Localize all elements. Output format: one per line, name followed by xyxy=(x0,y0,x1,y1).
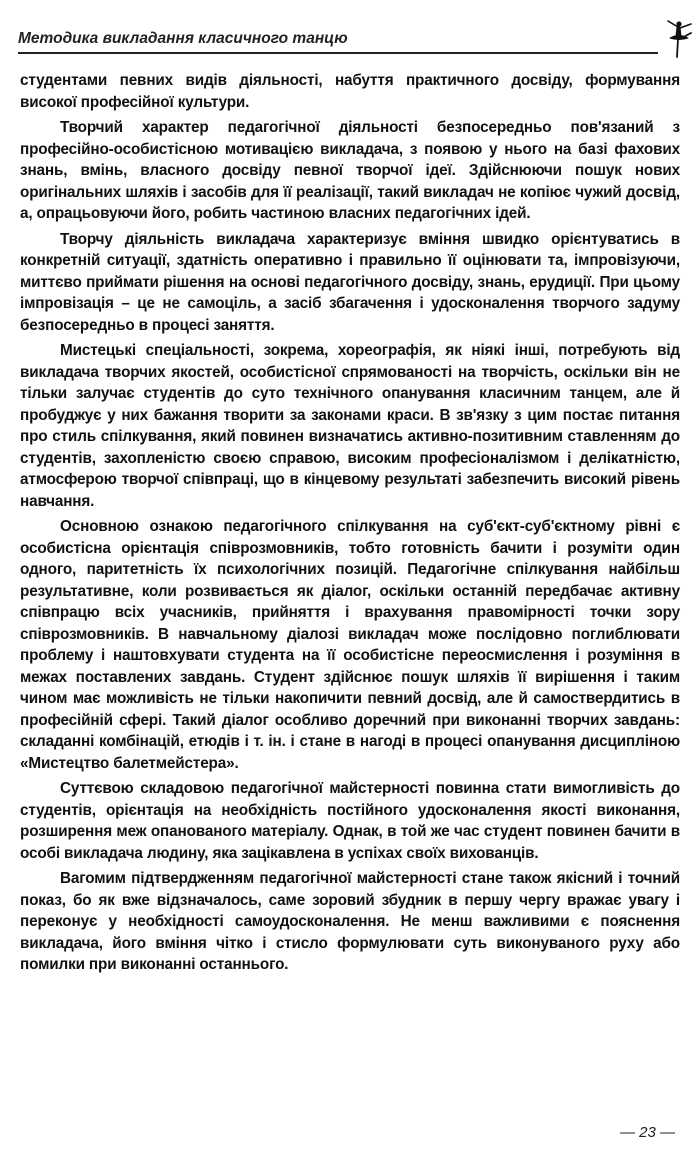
paragraph: студентами певних видів діяльності, набуття практичного досвіду, формування високої професійної культури. xyxy=(20,72,680,111)
paragraph: Вагомим підтвердженням педагогічної майстерності стане також якісний і точний показ, бо як вже відзначалось, саме зоровий збудник в першу чергу вражає увагу і переконує у необхідності самоудосконалення. Не менш важливими є пояснення викладача, його вміння чітко і стисло формулювати суть виконуваного руху або помилки при виконанні останнього. xyxy=(20,870,680,973)
header-rule xyxy=(18,52,658,54)
running-header xyxy=(18,22,680,56)
page-body xyxy=(20,70,680,980)
paragraph: Творчу діяльність викладача характеризує вміння швидко орієнтуватись в конкретній ситуації, здатність оперативно і правильно її оцінювати та, імпровізуючи, миттєво приймати рішення на основі педагогічного досвіду, знань, ерудиції. При цьому імпровізація – це не самоціль, а засіб збагачення і удосконалення творчого задуму безпосередньо в процесі заняття. xyxy=(20,230,680,334)
header-title: Методика викладання класичного танцю xyxy=(18,30,348,47)
paragraph: Суттєвою складовою педагогічної майстерності повинна стати вимогливість до студентів, орієнтація на необхідність постійного удосконалення якості виконання, розширення меж опанованого матеріалу. Однак, в той же час студент повинен бачити в особі викладача людину, яка зацікавлена в успіхах своїх вихованців. xyxy=(20,780,680,862)
paragraph: Мистецькі спеціальності, зокрема, хореографія, як ніякі інші, потребують від викладача творчих якостей, особистісної спрямованості на творчість, оскільки він не тільки залучає студентів до суто технічного опанування класичним танцем, але й пробуджує у них бажання творити за законами краси. В зв'язку з цим постає питання про стиль спілкування, який повинен визначатись активно-позитивним ставленням до студентів, захопленістю своєю справою, високим професіоналізмом і делікатністю, атмосферою творчої співпраці, що в кінцевому результаті забезпечить високий рівень навчання. xyxy=(20,342,680,510)
paragraph: Творчий характер педагогічної діяльності безпосередньо пов'язаний з професійно-особистісною мотивацією викладача, з появою у нього на базі фахових знань, вмінь, власного досвіду певної творчої ідеї. Здійснюючи пошук нових оригінальних шляхів і засобів для її реалізації, такий викладач не копіює чужий досвід, а, опрацьовуючи його, робить частиною власних педагогічних ідей. xyxy=(20,119,680,222)
paragraph: Основною ознакою педагогічного спілкування на суб'єкт-суб'єктному рівні є особистісна орієнтація співрозмовників, тобто готовність бачити і розуміти один одного, паритетність їх психологічних позицій. Педагогічне спілкування найбільш результативне, коли розвивається як діалог, оскільки останній передбачає активну співпрацю всіх учасників, прийняття і врахування правомірності точки зору співрозмовників. В навчальному діалозі викладач може послідовно поглиблювати проблему і наштовхувати студента на її особистісне переосмислення і розуміння в межах поставлених завдань. Студент здійснює пошук шляхів її вирішення і таким чином має можливість не тільки накопичити певний досвід, але й самоствердитись в професійній сфері. Такий діалог особливо доречний при виконанні творчих завдань: складанні комбінацій, етюдів і т. ін. і стане в нагоді в процесі опанування дисципліною «Мистецтво балетмейстера». xyxy=(20,518,680,772)
ballerina-icon xyxy=(658,18,694,60)
page-number: — 23 — xyxy=(619,1124,675,1141)
